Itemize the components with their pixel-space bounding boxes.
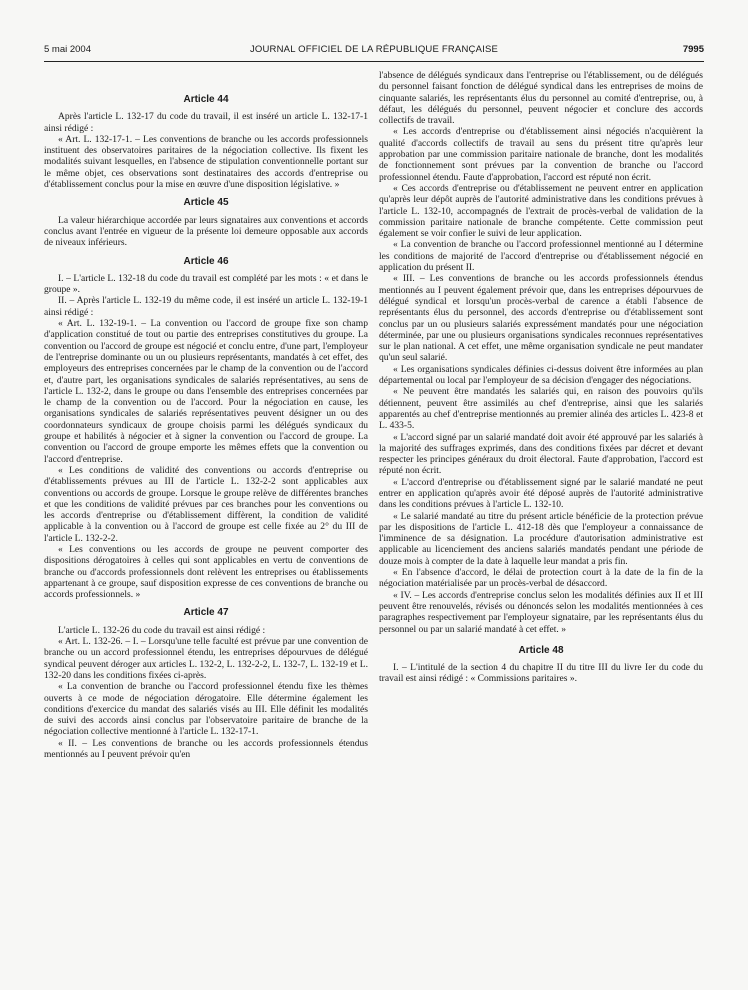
paragraph: « Les conventions ou les accords de groupe ne peuvent comporter des dispositions dérogatoires à celles qui sont applicables en vertu de conventions de branche ou d'accords professionnels dont relèvent les entreprises ou établissements appartenant à ce groupe, sauf disposition expresse de ces conventions de branche ou accords professionnels. »	[44, 543, 368, 601]
paragraph: « Art. L. 132-17-1. – Les conventions de branche ou les accords professionnels instituent des observatoires paritaires de la négociation collective. Ils fixent les modalités suivant lesquelles, en l'absence de stipulation conventionnelle portant sur le même objet, ces observations sont destinataires des accords d'entreprise ou d'établissement conclus pour la mise en œuvre d'une disposition législative. »	[44, 133, 368, 191]
paragraph: I. – L'article L. 132-18 du code du travail est complété par les mots : « et dans le groupe ».	[44, 272, 368, 296]
paragraph: « Les organisations syndicales définies ci-dessus doivent être informées au plan départemental ou local par l'employeur de sa décision d'engager des négociations.	[379, 363, 703, 387]
running-header	[44, 44, 704, 58]
header-rule	[44, 61, 704, 62]
paragraph: « IV. – Les accords d'entreprise conclus selon les modalités définies aux II et III peuvent être renouvelés, révisés ou dénoncés selon les modalités mentionnées à ces paragraphes respectivement par l'employeur signataire, par les représentants élus du personnel ou par un salarié mandaté à cet effet. »	[379, 589, 703, 635]
paragraph: II. – Après l'article L. 132-19 du même code, il est inséré un article L. 132-19-1 ainsi rédigé :	[44, 295, 368, 318]
paragraph: « L'accord signé par un salarié mandaté doit avoir été approuvé par les salariés à la majorité des suffrages exprimés, dans des conditions fixées par décret et devant respecter les principes généraux du droit électoral. Faute d'approbation, l'accord est réputé non écrit.	[379, 431, 703, 477]
paragraph: « II. – Les conventions de branche ou les accords professionnels étendus mentionnés au I peuvent prévoir qu'en	[44, 737, 368, 761]
paragraph: L'article L. 132-26 du code du travail est ainsi rédigé :	[58, 624, 266, 636]
paragraph: Après l'article L. 132-17 du code du travail, il est inséré un article L. 132-17-1 ainsi rédigé :	[44, 111, 368, 134]
paragraph: « Ces accords d'entreprise ou d'établissement ne peuvent entrer en application qu'après leur dépôt auprès de l'autorité administrative dans les conditions prévues à l'article L. 132-10, accompagnés de l'extrait de procès-verbal de validation de la commission paritaire nationale de branche compétente. Cette commission peut également se voir confier le suivi de leur application.	[379, 182, 703, 240]
paragraph: I. – L'intitulé de la section 4 du chapitre II du titre III du livre Ier du code du travail est ainsi rédigé : « Commissions paritaires ».	[379, 662, 703, 685]
paragraph: « Art. L. 132-19-1. – La convention ou l'accord de groupe fixe son champ d'application constitué de tout ou partie des entreprises constitutives du groupe. La convention ou l'accord de groupe est négocié et conclu entre, d'une part, l'employeur de l'entreprise dominante ou un ou plusieurs représentants, mandatés à cet effet, des employeurs des entreprises concernées par le champ de la convention ou de l'accord et, d'autre part, les organisations syndicales de salariés représentatives, au sens de l'article L. 132-2, dans le groupe ou dans l'ensemble des entreprises concernées par le champ de la convention ou de l'accord. Pour la négociation en cause, les organisations syndicales de salariés représentatives peuvent désigner un ou des coordonnateurs syndicaux de groupe choisis parmi les délégués syndicaux du groupe et habilités à négocier et à signer la convention ou l'accord de groupe. La convention ou l'accord de groupe emporte les mêmes effets que la convention ou l'accord d'entreprise.	[44, 318, 368, 465]
paragraph: « En l'absence d'accord, le délai de protection court à la date de la fin de la négociation matérialisée par un procès-verbal de désaccord.	[379, 567, 703, 590]
article-heading: Article 47	[183, 607, 229, 619]
paragraph: « L'accord d'entreprise ou d'établissement signé par le salarié mandaté ne peut entrer en application qu'après avoir été déposé auprès de l'autorité administrative dans les conditions prévues à l'article L. 132-10.	[379, 476, 703, 511]
article-heading: Article 44	[183, 94, 229, 105]
paragraph: « III. – Les conventions de branche ou les accords professionnels étendus mentionnés au I peuvent également prévoir que, dans les entreprises dépourvues de délégué syndical et lorsqu'un procès-verbal de carence a établi l'absence de représentants élus du personnel, des accords d'entreprise ou d'établissement sont conclus par un ou plusieurs salariés expressément mandatés pour une négociation déterminée, par une ou plusieurs organisations syndicales reconnues représentatives sur le plan national. A cet effet, une même organisation syndicale ne peut mandater qu'un seul salarié.	[379, 273, 703, 364]
paragraph: « Ne peuvent être mandatés les salariés qui, en raison des pouvoirs qu'ils détiennent, peuvent être assimilés au chef d'entreprise, ainsi que les salariés apparentés au chef d'entreprise mentionnés au premier alinéa des articles L. 423-8 et L. 433-5.	[379, 386, 703, 432]
paragraph-continued: l'absence de délégués syndicaux dans l'entreprise ou l'établissement, ou de délégués du personnel faisant fonction de délégué syndical dans les entreprises de moins de cinquante salariés, les représentants élus du personnel au comité d'entreprise, ou, à défaut, les délégués du personnel, peuvent négocier et conclure des accords collectifs de travail.	[379, 70, 703, 127]
header-date: 5 mai 2004	[44, 44, 92, 55]
paragraph: « Les conditions de validité des conventions ou accords d'entreprise ou d'établissements prévues au III de l'article L. 132-2-2 sont applicables aux conventions ou accords de groupe. Lorsque le groupe relève de différentes branches et que les conditions de validité prévues par ces branches pour les conventions ou les accords d'entreprise ou d'établissement diffèrent, la condition de validité applicable à la convention ou à l'accord de groupe est celle fixée au 2° du III de l'article L. 132-2-2.	[44, 464, 368, 544]
paragraph: La valeur hiérarchique accordée par leurs signataires aux conventions et accords conclus avant l'entrée en vigueur de la présente loi demeure opposable aux accords de niveaux inférieurs.	[44, 214, 368, 249]
journal-title: JOURNAL OFFICIEL DE LA RÉPUBLIQUE FRANÇAISE	[249, 44, 499, 55]
right-column	[379, 70, 703, 975]
left-column	[44, 70, 368, 975]
article-heading: Article 48	[518, 644, 564, 656]
paragraph: « Les accords d'entreprise ou d'établissement ainsi négociés n'acquièrent la qualité d'accords collectifs de travail au sens du présent titre qu'après leur approbation par une commission paritaire nationale de branche, dont les modalités de fonctionnement sont prévues par la convention de branche ou l'accord professionnel étendu. Faute d'approbation, l'accord est réputé non écrit.	[379, 126, 703, 183]
paragraph: « La convention de branche ou l'accord professionnel étendu fixe les thèmes ouverts à ce mode de négociation dérogatoire. Elle détermine également les conditions d'exercice du mandat des salariés visés au III. Elle définit les modalités de suivi des accords ainsi conclus par l'observatoire paritaire de branche de la négociation collective mentionné à l'article L. 132-17-1.	[44, 681, 368, 738]
article-heading: Article 45	[183, 197, 229, 209]
paragraph: « La convention de branche ou l'accord professionnel mentionné au I détermine les conditions de majorité de l'accord d'entreprise ou d'établissement négocié en application du présent II.	[379, 239, 703, 274]
article-heading: Article 46	[183, 255, 229, 267]
paragraph: « Le salarié mandaté au titre du présent article bénéficie de la protection prévue par les dispositions de l'article L. 412-18 dès que l'employeur a connaissance de l'imminence de sa désignation. La procédure d'autorisation administrative est applicable au licenciement des anciens salariés mandatés pendant une période de douze mois à compter de la date à laquelle leur mandat a pris fin.	[379, 510, 703, 567]
paragraph: « Art. L. 132-26. – I. – Lorsqu'une telle faculté est prévue par une convention de branche ou un accord professionnel étendu, les entreprises dépourvues de délégué syndical peuvent déroger aux articles L. 132-2, L. 132-2-2, L. 132-7, L. 132-19 et L. 132-20 dans les conditions fixées ci-après.	[44, 636, 368, 681]
page-number: 7995	[682, 44, 704, 55]
